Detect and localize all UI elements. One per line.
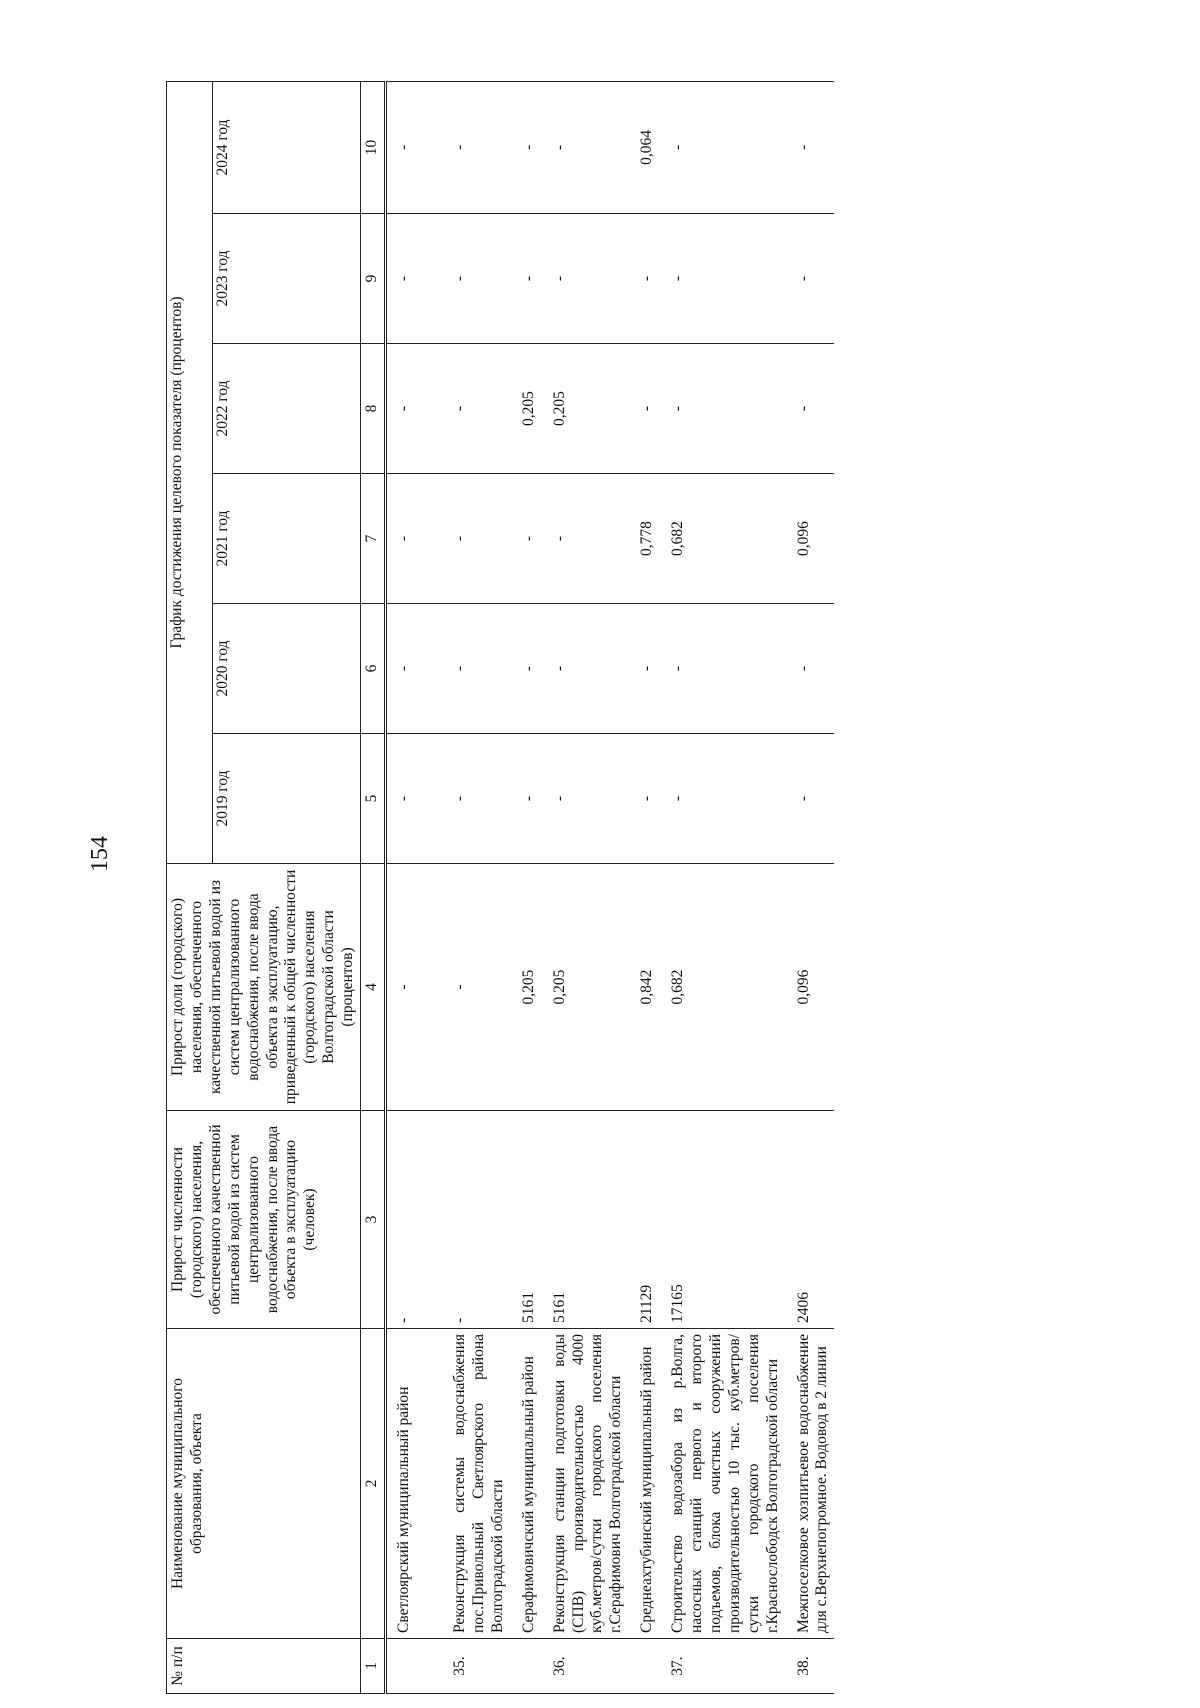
row-value-2023: - [785,214,835,344]
column-number: 4 [361,864,386,1111]
column-number: 1 [361,1639,386,1694]
column-number: 3 [361,1111,386,1329]
row-value-2021: - [441,474,510,604]
row-value-2021: - [510,474,541,604]
header-year-2020: 2020 год [213,604,361,734]
row-value-2022: - [628,344,659,474]
row-value-2019: - [441,734,510,864]
row-num: 36. [541,1639,629,1694]
row-value-2023: - [441,214,510,344]
row-value-2022: - [441,344,510,474]
header-schedule: График достижения целевого показателя (процентов) [167,81,213,863]
row-value-2019: - [510,734,541,864]
row-value-2022: - [785,344,835,474]
column-number: 9 [361,214,386,344]
row-value-2024: - [385,81,441,213]
row-num [628,1639,659,1694]
row-value-2020: - [628,604,659,734]
row-value-2020: - [659,604,784,734]
row-population: 5161 [541,1111,629,1329]
row-value-2023: - [628,214,659,344]
row-share: - [385,864,441,1111]
row-share: 0,842 [628,864,659,1111]
column-number: 6 [361,604,386,734]
row-value-2021: - [385,474,441,604]
header-num: № п/п [167,1639,361,1694]
rotated-table-container [166,82,1174,1694]
row-name: Строительство водозабора из р.Волга, насосных станций первого и второго подъемов, блока очистных сооружений производительностью 10 тыс. куб.метров/сутки городского поселения г.Краснослободск Волгоградской области [659,1329,784,1639]
row-population: - [441,1111,510,1329]
row-value-2019: - [385,734,441,864]
row-value-2022: - [659,344,784,474]
row-name: Межпоселковое хозпитьевое водоснабжение для с.Верхнепогромное. Водовод в 2 линии [785,1329,835,1639]
row-name: Реконструкция станции подготовки воды (СПВ) производительностью 4000 куб.метров/сутки городского поселения г.Серафимович Волгоградской области [541,1329,629,1639]
row-num [385,1639,441,1694]
row-value-2023: - [510,214,541,344]
column-number: 2 [361,1329,386,1639]
row-value-2020: - [785,604,835,734]
column-number: 7 [361,474,386,604]
header-population: Прирост численности (городского) населения, обеспеченного качественной питьевой водой из систем централизованного водоснабжения, после ввода объекта в эксплуатацию (человек) [167,1111,361,1329]
row-value-2022: 0,205 [541,344,629,474]
row-name: Светлоярский муниципальный район [385,1329,441,1639]
target-indicator-table [166,81,834,1694]
page-number: 154 [87,836,113,872]
table-row [385,81,441,1693]
row-share: 0,205 [510,864,541,1111]
row-num: 35. [441,1639,510,1694]
row-value-2022: 0,205 [510,344,541,474]
row-value-2023: - [541,214,629,344]
row-name: Реконструкция системы водоснабжения пос.Привольный Светлоярского района Волгоградской области [441,1329,510,1639]
row-value-2024: - [441,81,510,213]
row-value-2021: 0,096 [785,474,835,604]
row-value-2019: - [659,734,784,864]
column-number: 10 [361,81,386,213]
table-row [510,81,541,1693]
row-value-2020: - [385,604,441,734]
header-year-2023: 2023 год [213,214,361,344]
row-value-2019: - [785,734,835,864]
row-population: 5161 [510,1111,541,1329]
row-value-2019: - [628,734,659,864]
header-name: Наименование муниципального образования, объекта [167,1329,361,1639]
header-year-2021: 2021 год [213,474,361,604]
row-value-2022: - [385,344,441,474]
table-row [659,81,784,1693]
table-row [628,81,659,1693]
row-value-2023: - [659,214,784,344]
row-population: 21129 [628,1111,659,1329]
header-share: Прирост доли (городского) населения, обеспеченного качественной питьевой водой из систем централизованного водоснабжения, после ввода объекта в эксплуатацию, приведенный к общей численности (городского) населения Волгоградской области (процентов) [167,864,361,1111]
row-value-2023: - [385,214,441,344]
row-population: 2406 [785,1111,835,1329]
header-year-2019: 2019 год [213,734,361,864]
row-population: 17165 [659,1111,784,1329]
row-value-2019: - [541,734,629,864]
header-year-2022: 2022 год [213,344,361,474]
row-share: 0,682 [659,864,784,1111]
row-value-2024: - [659,81,784,213]
row-num: 38. [785,1639,835,1694]
table-row [785,81,835,1693]
header-year-2024: 2024 год [213,81,361,213]
row-num: 37. [659,1639,784,1694]
table-row [541,81,629,1693]
row-value-2024: - [541,81,629,213]
row-value-2021: - [541,474,629,604]
column-numbers-row [361,81,386,1693]
row-value-2024: - [785,81,835,213]
row-value-2020: - [510,604,541,734]
row-num [510,1639,541,1694]
column-number: 5 [361,734,386,864]
row-value-2021: 0,682 [659,474,784,604]
row-value-2024: 0,064 [628,81,659,213]
table-row [441,81,510,1693]
row-value-2020: - [441,604,510,734]
row-value-2021: 0,778 [628,474,659,604]
row-share: 0,205 [541,864,629,1111]
row-share: 0,096 [785,864,835,1111]
row-name: Серафимовичский муниципальный район [510,1329,541,1639]
row-value-2024: - [510,81,541,213]
column-number: 8 [361,344,386,474]
row-name: Среднеахтубинский муниципальный район [628,1329,659,1639]
row-population: - [385,1111,441,1329]
row-share: - [441,864,510,1111]
row-value-2020: - [541,604,629,734]
